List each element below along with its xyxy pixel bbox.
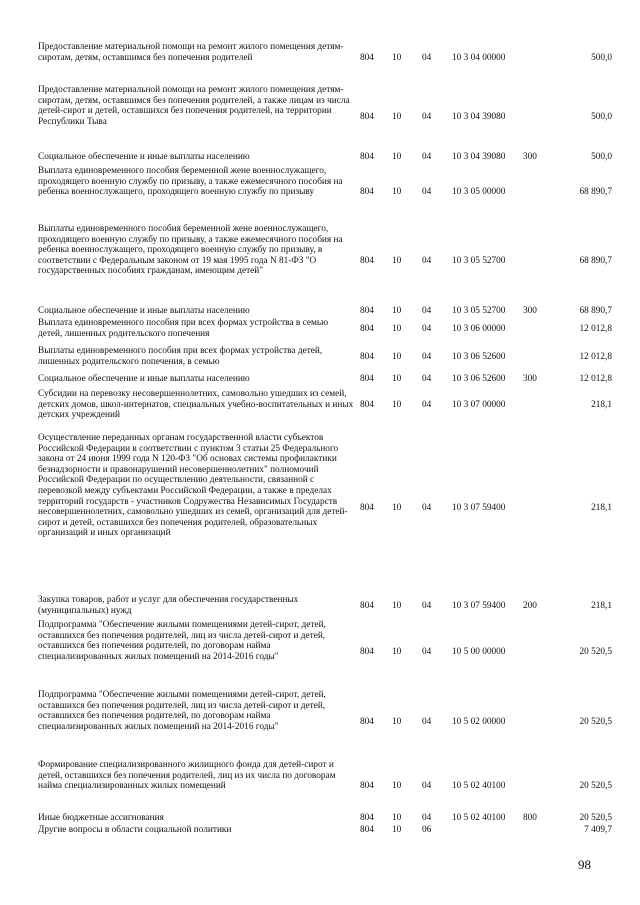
cell-cs: 10 3 05 52700 (452, 306, 506, 316)
cell-pr: 04 (422, 352, 432, 362)
cell-rz: 10 (392, 781, 402, 791)
cell-sum: 68 890,7 (579, 256, 612, 266)
cell-gr: 804 (360, 503, 374, 513)
cell-rz: 10 (392, 352, 402, 362)
cell-sum: 20 520,5 (579, 781, 612, 791)
cell-rz: 10 (392, 324, 402, 334)
cell-cs: 10 3 07 59400 (452, 503, 506, 513)
cell-sum: 12 012,8 (579, 374, 612, 384)
cell-gr: 804 (360, 152, 374, 162)
cell-pr: 04 (422, 400, 432, 410)
row-description: Другие вопросы в области социальной политики (38, 825, 232, 835)
row-description: Социальное обеспечение и иные выплаты населению (38, 374, 250, 384)
cell-pr: 04 (422, 256, 432, 266)
cell-rz: 10 (392, 374, 402, 384)
cell-cs: 10 3 04 39080 (452, 112, 506, 122)
cell-rz: 10 (392, 53, 402, 63)
cell-sum: 20 520,5 (579, 813, 612, 823)
cell-rz: 10 (392, 717, 402, 727)
row-description: Осуществление переданных органам государственной власти субъектов Российской Федерации в соответствии с пунктом 3 статьи 25 Федерального закона от 24 июня 1999 года N 120-ФЗ "Об основах системы профилактики безнадзорности и правонарушений несовершеннолетних" полномочий Российской Федерации по осуществлению деятельности, связанной с перевозкой между субъектами Российской Федерации, а также в пределах территорий государств - участников Содружества Независимых Государств несовершеннолетних, самовольно ушедших из семей, организаций для детей-сирот и детей, оставшихся без попечения родителей, образовательных организаций и иных организаций (38, 433, 348, 539)
cell-cs: 10 5 02 40100 (452, 781, 506, 791)
cell-cs: 10 3 05 00000 (452, 187, 506, 197)
cell-rz: 10 (392, 112, 402, 122)
cell-gr: 804 (360, 813, 374, 823)
cell-gr: 804 (360, 112, 374, 122)
row-description: Закупка товаров, работ и услуг для обеспечения государственных (муниципальных) нужд (38, 595, 299, 616)
cell-rz: 10 (392, 256, 402, 266)
cell-rz: 10 (392, 647, 402, 657)
cell-rz: 10 (392, 187, 402, 197)
cell-sum: 500,0 (591, 152, 612, 162)
cell-vr: 300 (523, 374, 537, 384)
cell-cs: 10 5 02 00000 (452, 717, 506, 727)
row-description: Социальное обеспечение и иные выплаты населению (38, 152, 250, 162)
cell-rz: 10 (392, 503, 402, 513)
row-description: Предоставление материальной помощи на ремонт жилого помещения детям-сиротам, детям, оставшимся без попечения родителей (38, 42, 344, 63)
cell-sum: 68 890,7 (579, 306, 612, 316)
cell-cs: 10 3 07 59400 (452, 601, 506, 611)
cell-rz: 10 (392, 400, 402, 410)
cell-sum: 20 520,5 (579, 717, 612, 727)
row-description: Выплаты единовременного пособия при всех формах устройства детей, лишенных родительского попечения, в семью (38, 346, 323, 367)
cell-gr: 804 (360, 825, 374, 835)
cell-vr: 300 (523, 152, 537, 162)
cell-rz: 10 (392, 825, 402, 835)
cell-sum: 20 520,5 (579, 647, 612, 657)
cell-cs: 10 3 06 52600 (452, 374, 506, 384)
cell-pr: 04 (422, 813, 432, 823)
row-description: Субсидии на перевозку несовершеннолетних, самовольно ушедших из семей, детских домов, школ-интернатов, специальных учебно-воспитательных и иных детских учреждений (38, 389, 354, 421)
cell-gr: 804 (360, 374, 374, 384)
row-description: Предоставление материальной помощи на ремонт жилого помещения детям-сиротам, детям, оставшимся без попечения родителей, а также лицам из числа детей-сирот и детей, оставшихся без попечения родителей, на территории Республики Тыва (38, 85, 350, 127)
cell-gr: 804 (360, 53, 374, 63)
cell-pr: 04 (422, 601, 432, 611)
cell-cs: 10 3 04 39080 (452, 152, 506, 162)
cell-pr: 04 (422, 503, 432, 513)
cell-sum: 218,1 (591, 601, 612, 611)
cell-gr: 804 (360, 187, 374, 197)
cell-gr: 804 (360, 400, 374, 410)
row-description: Подпрограмма "Обеспечение жилыми помещениями детей-сирот, детей, оставшихся без попечения родителей, лиц из числа детей-сирот и детей, оставшихся без попечения родителей, по договорам найма специализированных жилых помещений на 2014-2016 годы" (38, 690, 326, 732)
row-description: Социальное обеспечение и иные выплаты населению (38, 306, 250, 316)
cell-pr: 04 (422, 112, 432, 122)
cell-gr: 804 (360, 324, 374, 334)
page-number: 98 (578, 857, 591, 872)
cell-sum: 68 890,7 (579, 187, 612, 197)
cell-pr: 04 (422, 324, 432, 334)
cell-pr: 04 (422, 306, 432, 316)
cell-gr: 804 (360, 647, 374, 657)
cell-cs: 10 3 07 00000 (452, 400, 506, 410)
cell-gr: 804 (360, 352, 374, 362)
cell-sum: 500,0 (591, 112, 612, 122)
cell-vr: 800 (523, 813, 537, 823)
cell-rz: 10 (392, 813, 402, 823)
cell-cs: 10 5 02 40100 (452, 813, 506, 823)
cell-gr: 804 (360, 781, 374, 791)
cell-gr: 804 (360, 306, 374, 316)
cell-pr: 04 (422, 781, 432, 791)
cell-sum: 218,1 (591, 400, 612, 410)
cell-pr: 06 (422, 825, 432, 835)
cell-pr: 04 (422, 53, 432, 63)
cell-gr: 804 (360, 717, 374, 727)
row-description: Выплаты единовременного пособия беременной жене военнослужащего, проходящего военную службу по призыву, а также ежемесячного пособия на ребенка военнослужащего, проходящего военную службу по призыву, в соответствии с Федеральным законом от 19 мая 1995 года N 81-ФЗ "О государственных пособиях гражданам, имеющим детей" (38, 224, 343, 277)
cell-cs: 10 3 06 52600 (452, 352, 506, 362)
cell-pr: 04 (422, 717, 432, 727)
cell-gr: 804 (360, 601, 374, 611)
cell-cs: 10 3 04 00000 (452, 53, 506, 63)
cell-sum: 12 012,8 (579, 324, 612, 334)
cell-sum: 500,0 (591, 53, 612, 63)
row-description: Выплата единовременного пособия при всех формах устройства в семью детей, лишенных родительского попечения (38, 318, 329, 339)
cell-vr: 200 (523, 601, 537, 611)
row-description: Формирование специализированного жилищного фонда для детей-сирот и детей, оставшихся без попечения родителей, лиц из их числа по договорам найма специализированных жилых помещений (38, 760, 336, 792)
row-description: Подпрограмма "Обеспечение жилыми помещениями детей-сирот, детей, оставшихся без попечения родителей, лиц из числа детей-сирот и детей, оставшихся без попечения родителей, по договорам найма специализированных жилых помещений на 2014-2016 годы" (38, 620, 326, 662)
cell-sum: 218,1 (591, 503, 612, 513)
cell-cs: 10 3 05 52700 (452, 256, 506, 266)
cell-sum: 12 012,8 (579, 352, 612, 362)
cell-rz: 10 (392, 152, 402, 162)
cell-rz: 10 (392, 601, 402, 611)
row-description: Выплата единовременного пособия беременной жене военнослужащего, проходящего военную службу по призыву, а также ежемесячного пособия на ребенка военнослужащего, проходящего военную службу по призыву (38, 166, 343, 198)
cell-gr: 804 (360, 256, 374, 266)
cell-sum: 7 409,7 (584, 825, 612, 835)
cell-pr: 04 (422, 152, 432, 162)
cell-rz: 10 (392, 306, 402, 316)
cell-pr: 04 (422, 187, 432, 197)
cell-pr: 04 (422, 647, 432, 657)
row-description: Иные бюджетные ассигнования (38, 813, 164, 823)
cell-pr: 04 (422, 374, 432, 384)
cell-cs: 10 5 00 00000 (452, 647, 506, 657)
cell-cs: 10 3 06 00000 (452, 324, 506, 334)
cell-vr: 300 (523, 306, 537, 316)
